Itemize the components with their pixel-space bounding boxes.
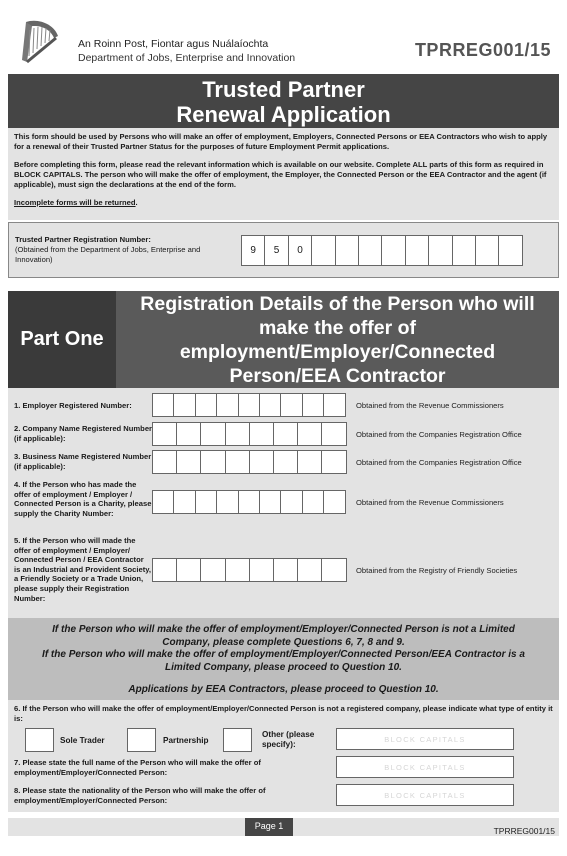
digit-cell[interactable] (335, 235, 359, 266)
footer-form-code: TPRREG001/15 (493, 826, 555, 836)
question-5-note: Obtained from the Registry of Friendly Societies (356, 566, 518, 575)
registration-number-note: (Obtained from the Department of Jobs, Enterprise and Innovation) (15, 245, 201, 264)
nationality-input[interactable]: BLOCK CAPITALS (336, 784, 514, 806)
digit-cell[interactable] (238, 490, 260, 514)
intro-paragraph-2: Before completing this form, please read the relevant information which is available on our website. Complete ALL parts of this form as required in BLOCK CAPITALS. The person who will make the offer of employment, the Employer, the Connected Person or the EEA Contractor and the agent (if applicable), must sign the declarations at the end of the form. (14, 160, 547, 189)
incomplete-warning: Incomplete forms will be returned (14, 198, 136, 207)
form-title-line-1: Trusted Partner (202, 77, 365, 102)
digit-cell[interactable] (216, 490, 238, 514)
question-8-text: 8. Please state the nationality of the Person who will make the offer of employment/Employer/Connected Person: (14, 786, 266, 805)
digit-cell[interactable] (321, 558, 346, 582)
registration-number-title: Trusted Partner Registration Number: (15, 235, 151, 244)
digit-cell[interactable] (302, 490, 324, 514)
digit-cell[interactable] (176, 558, 201, 582)
part-one-title-line: Registration Details of the Person who will (140, 293, 535, 315)
instruction-line: If the Person who will make the offer of employment/Employer/Connected Person/EEA Contractor is a (42, 649, 525, 660)
instruction-band (8, 618, 559, 700)
full-name-input[interactable]: BLOCK CAPITALS (336, 756, 514, 778)
digit-cell[interactable] (273, 450, 298, 474)
incomplete-warning-end: . (135, 198, 138, 207)
intro-paragraph-1: This form should be used by Persons who will make an offer of employment, Employers, Connected Persons or EEA Contractors who wish to apply for a renewal of their Trusted Partner Status for the purposes of future Employment Permit applications. (14, 132, 548, 151)
question-5-label: 5. If the Person who will made the offer of employment / Employer/ Connected Person / EEA Contractor is an Industrial and Provident Society, a Friendly Society or a Trade Union, please supply their Registration Number: (14, 536, 151, 603)
digit-cell[interactable] (297, 450, 322, 474)
registration-questions (8, 388, 559, 618)
digit-cell[interactable] (225, 558, 250, 582)
partnership-checkbox[interactable] (127, 728, 156, 752)
question-2-note: Obtained from the Companies Registration Office (356, 430, 522, 439)
business-name-number-input[interactable] (152, 450, 346, 474)
instruction-line: Company, please complete Questions 6, 7, 8 and 9. (162, 636, 405, 648)
digit-cell[interactable] (200, 450, 225, 474)
digit-cell[interactable] (200, 558, 225, 582)
digit-cell[interactable] (216, 393, 238, 417)
other-entity-checkbox[interactable] (223, 728, 252, 752)
digit-cell[interactable]: 9 (241, 235, 265, 266)
question-3-label: 3. Business Name Registered Number (if applicable): (14, 452, 152, 471)
digit-cell[interactable] (152, 558, 177, 582)
instruction-line: Applications by EEA Contractors, please proceed to Question 10. (128, 684, 439, 695)
page-number: Page 1 (245, 818, 293, 836)
question-1-label: 1. Employer Registered Number: (14, 401, 132, 410)
digit-cell[interactable]: 0 (288, 235, 312, 266)
digit-cell[interactable] (280, 490, 302, 514)
digit-cell[interactable] (475, 235, 499, 266)
other-entity-input[interactable]: BLOCK CAPITALS (336, 728, 514, 750)
digit-cell[interactable] (195, 490, 217, 514)
digit-cell[interactable] (238, 393, 260, 417)
digit-cell[interactable] (259, 393, 281, 417)
digit-cell[interactable] (452, 235, 476, 266)
partnership-label: Partnership (163, 736, 209, 745)
digit-cell[interactable] (152, 393, 174, 417)
digit-cell[interactable] (323, 393, 345, 417)
digit-cell[interactable] (173, 393, 195, 417)
part-one-title (116, 291, 559, 388)
part-one-title-line: employment/Employer/Connected (179, 341, 496, 363)
part-one-title-line: Person/EEA Contractor (229, 365, 446, 387)
digit-cell[interactable] (152, 490, 174, 514)
part-one-label: Part One (8, 291, 116, 388)
instruction-line: Limited Company, please proceed to Question 10. (165, 661, 402, 673)
question-6-text: 6. If the Person who will make the offer of employment/Employer/Connected Person is not a registered company, please indicate what type of entity it is: (14, 704, 553, 723)
digit-cell[interactable] (428, 235, 452, 266)
registration-number-section (8, 222, 559, 278)
digit-cell[interactable] (498, 235, 522, 266)
entity-questions (8, 700, 559, 812)
digit-cell[interactable] (297, 422, 322, 446)
digit-cell[interactable] (152, 450, 177, 474)
registration-number-input[interactable] (241, 235, 522, 266)
question-4-label: 4. If the Person who has made the offer of employment / Employer / Connected Person is a Charity, please supply the Charity Number: (14, 480, 152, 518)
question-7-text: 7. Please state the full name of the Person who will make the offer of employment/Employer/Connected Person: (14, 758, 261, 777)
digit-cell[interactable] (176, 422, 201, 446)
digit-cell[interactable] (323, 490, 345, 514)
digit-cell[interactable] (280, 393, 302, 417)
digit-cell[interactable] (302, 393, 324, 417)
society-registration-number-input[interactable] (152, 558, 346, 582)
employer-registered-number-input[interactable] (152, 393, 345, 417)
other-entity-label: Other (please specify): (262, 730, 315, 749)
digit-cell[interactable] (225, 450, 250, 474)
intro-paragraph-3 (14, 198, 553, 208)
digit-cell[interactable] (297, 558, 322, 582)
form-code: TPRREG001/15 (414, 40, 551, 60)
company-registered-number-input[interactable] (152, 422, 346, 446)
digit-cell[interactable] (405, 235, 429, 266)
digit-cell[interactable] (249, 558, 274, 582)
digit-cell[interactable] (200, 422, 225, 446)
registration-number-label (15, 235, 235, 265)
harp-emblem-icon (14, 16, 64, 66)
intro-text (8, 128, 559, 220)
digit-cell[interactable] (321, 450, 346, 474)
digit-cell[interactable] (259, 490, 281, 514)
part-one-header (8, 291, 559, 388)
page-header (8, 6, 559, 68)
digit-cell[interactable] (225, 422, 250, 446)
question-4-note: Obtained from the Revenue Commissioners (356, 498, 504, 507)
question-2-label: 2. Company Name Registered Number (if applicable): (14, 424, 152, 443)
digit-cell[interactable] (273, 422, 298, 446)
digit-cell[interactable] (321, 422, 346, 446)
digit-cell[interactable] (273, 558, 298, 582)
sole-trader-checkbox[interactable] (25, 728, 54, 752)
charity-number-input[interactable] (152, 490, 345, 514)
digit-cell[interactable] (173, 490, 195, 514)
digit-cell[interactable] (152, 422, 177, 446)
question-3-note: Obtained from the Companies Registration Office (356, 458, 522, 467)
digit-cell[interactable] (381, 235, 405, 266)
question-1-note: Obtained from the Revenue Commissioners (356, 401, 504, 410)
instruction-line: If the Person who will make the offer of employment/Employer/Connected Person is not a Limited (52, 624, 515, 635)
digit-cell[interactable] (249, 450, 274, 474)
digit-cell[interactable] (311, 235, 335, 266)
department-name-english: Department of Jobs, Enterprise and Innovation (78, 52, 296, 64)
form-title-line-2: Renewal Application (176, 102, 391, 127)
digit-cell[interactable] (176, 450, 201, 474)
department-name-irish: An Roinn Post, Fiontar agus Nuálaíochta (78, 38, 269, 50)
form-title (8, 74, 559, 128)
digit-cell[interactable] (358, 235, 382, 266)
part-one-title-line: make the offer of (258, 317, 417, 339)
sole-trader-label: Sole Trader (60, 736, 105, 745)
digit-cell[interactable] (195, 393, 217, 417)
digit-cell[interactable]: 5 (264, 235, 288, 266)
digit-cell[interactable] (249, 422, 274, 446)
